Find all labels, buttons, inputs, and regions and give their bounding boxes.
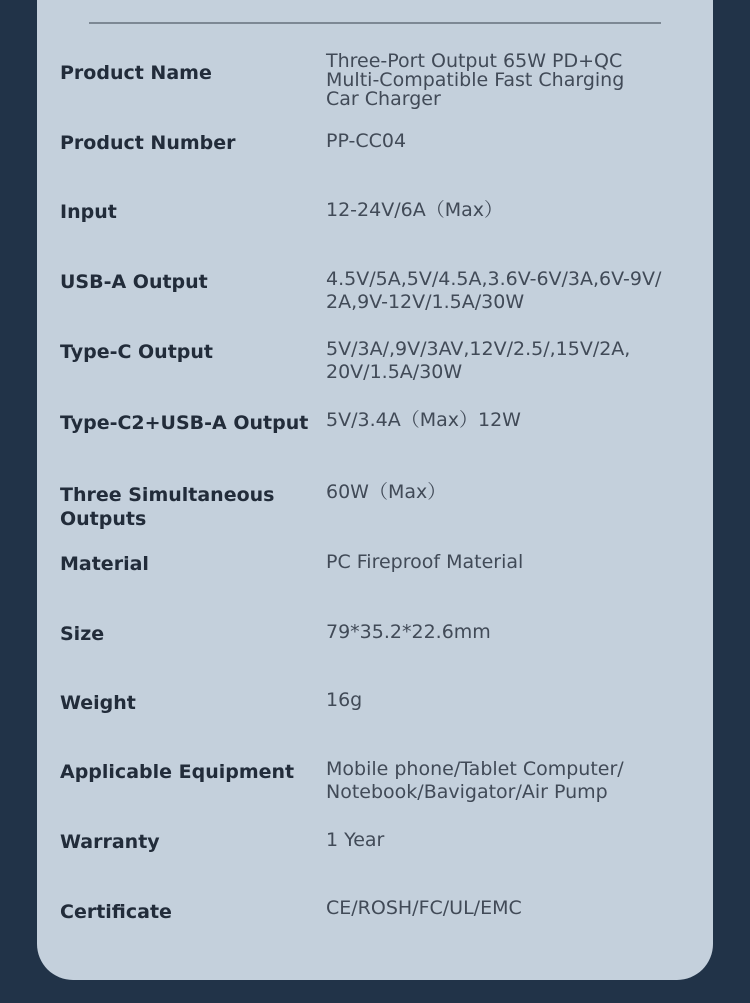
spec-value: CE/ROSH/FC/UL/EMC — [326, 897, 522, 919]
spec-label: Type-C Output — [60, 341, 213, 363]
spec-value: 5V/3.4A（Max）12W — [326, 409, 521, 431]
spec-value: 4.5V/5A,5V/4.5A,3.6V-6V/3A,6V-9V/ 2A,9V-12V/1.5A/30W — [326, 268, 662, 313]
spec-label: Product Number — [60, 132, 236, 154]
top-divider — [89, 22, 661, 24]
spec-label: Size — [60, 623, 105, 645]
spec-value: Mobile phone/Tablet Computer/ Notebook/Bavigator/Air Pump — [326, 758, 624, 803]
spec-label: Weight — [60, 692, 136, 714]
spec-value: 60W（Max） — [326, 481, 447, 503]
spec-label: USB-A Output — [60, 271, 208, 293]
spec-label: Material — [60, 553, 149, 575]
spec-value: 16g — [326, 689, 363, 711]
spec-label: Three Simultaneous Outputs — [60, 484, 275, 530]
spec-value: 1 Year — [326, 829, 385, 851]
spec-value: 79*35.2*22.6mm — [326, 621, 491, 643]
spec-label: Input — [60, 201, 117, 223]
spec-label: Type-C2+USB-A Output — [60, 412, 309, 434]
spec-label: Applicable Equipment — [60, 761, 295, 783]
spec-label: Warranty — [60, 831, 160, 853]
spec-value: 5V/3A/,9V/3AV,12V/2.5/,15V/2A, 20V/1.5A/30W — [326, 338, 631, 383]
spec-value: PC Fireproof Material — [326, 551, 524, 573]
spec-label: Certificate — [60, 901, 172, 923]
spec-value: PP-CC04 — [326, 130, 407, 152]
spec-value: 12-24V/6A（Max） — [326, 199, 503, 221]
spec-label: Product Name — [60, 62, 212, 84]
spec-value: Three-Port Output 65W PD+QC Multi-Compatible Fast Charging Car Charger — [326, 50, 625, 110]
